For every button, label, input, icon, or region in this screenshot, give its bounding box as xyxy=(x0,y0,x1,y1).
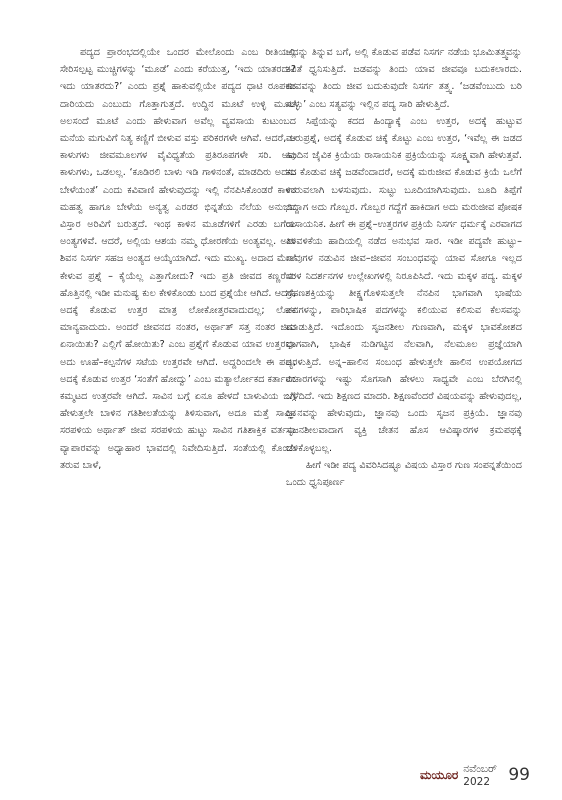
paragraph: ಅದನ್ನು ತಿನ್ನುವ ಬಗೆ, ಅಲ್ಲಿ ಕೊಡುವ ಪಡೆವ ನಿಸರ್ಗ ನಡೆಯ ಭೂಮಿತತ್ತ್ವವನ್ನು ಕವಿತೆ ಧ್ವನಿಸುತ್ತಿದೆ. ಜಡವನ್ನು ತಿಂದು ಯಾವ ಜೀವವೂ ಬದುಕಲಾರದು. ಜೀವವನ್ನು ತಿಂದು ಜೀವ ಬದುಕುವುದೇ ನಿಸರ್ಗ ತತ್ತ್ವ. ‘ಜಡವೆಂಬುದು ಬರಿ ಸುಳ್ಳು’ ಎಂಬ ಸತ್ಯವನ್ನು ಇಲ್ಲಿನ ಪದ್ಯ ಸಾರಿ ಹೇಳುತ್ತಿದೆ. xyxy=(286,47,522,110)
issue-date: ನವೆಂಬರ್ 2022 xyxy=(463,762,497,788)
left-column xyxy=(60,44,296,474)
paragraph: ಹೀಗೆ ಇಡೀ ಪದ್ಯ ವಿವರಿಸಿದಷ್ಟೂ ವಿಷಯ ವಿಸ್ತಾರ ಗುಣ ಸಂಪನ್ನತೆಯಿಂದ ಒಂದು ಧ್ವನಿಪೂರ್ಣ xyxy=(286,459,522,489)
page-footer xyxy=(420,760,530,790)
page-number: 99 xyxy=(508,765,530,785)
paragraph: ಸಿಪ್ಪೆಯನ್ನು ಕದದ ಹಿಂದ್ಯಾಕ್ಕೆ ಎಂಬ ಉತ್ತರ, ಅದಕ್ಕೆ ಹುಟ್ಟುವ ಮರುಪ್ರಶ್ನೆ, ಅದಕ್ಕೆ ಕೊಡುವ ಚಿಕ್ಕೆ ಕೊಟ್ಟು ಎಂಬ ಉತ್ತರ, ‘ಇವೆಲ್ಲ ಈ ಜಡದ ಹಿಂದಿನ ಜೈವಿಕ ಕ್ರಿಯೆಯ ರಾಸಾಯನಿಕ ಪ್ರಕ್ರಿಯೆಯನ್ನು ಸೂಕ್ಷ್ಮವಾಗಿ ಹೇಳುತ್ತವೆ. ಕದ ಕೊಡುವ ಚಿಕ್ಕೆ ಜಡವೆಂದಾದರೆ, ಅದಕ್ಕೆ ಮರುಜೀವ ಕೊಡುವ ಕ್ರಿಯೆ ಒಲೆಗೆ ಉರುವಲಾಗಿ ಬಳಸುವುದು. ಸುಟ್ಟು ಬೂದಿಯಾಗಿಸುವುದು. ಬೂದಿ ತಿಪ್ಪೆಗೆ ಬಿದ್ದಾಗ ಅದು ಗೊಬ್ಬರ. ಗೊಬ್ಬರ ಗದ್ದೆಗೆ ಹಾಕಿದಾಗ ಅದು ಮರುಜೀವ ಪೋಷಕ ರಾಸಾಯನಿಕ. ಹೀಗೆ ಈ ಪ್ರಶ್ನೆ–ಉತ್ತರಗಳ ಪ್ರಕ್ರಿಯೆ ನಿಸರ್ಗ ಧರ್ಮಕ್ಕೆ ಎರವಾಗದ ತಿಳಿವಳಿಕೆಯ ಹಾದಿಯಲ್ಲಿ ನಡೆದ ಅನುಭವ ಸಾರ. ಇಡೀ ಪದ್ಯವೇ ಹುಟ್ಟು–ಸಾವುಗಳ ನಡುವಿನ ಜೀವ–ಜೀವನ ಸಂಬಂಧವನ್ನು ಯಾವ ಸೋಗೂ ಇಲ್ಲದ ಸರಳ ನಿದರ್ಶನಗಳ ಉಲ್ಲೇಖಗಳಲ್ಲಿ ನಿರೂಪಿಸಿದೆ. ಇದು ಮಕ್ಕಳ ಪದ್ಯ. ಮಕ್ಕಳ ಗ್ರಹಣಶಕ್ತಿಯನ್ನು ತೀಕ್ಷ್ಣಗೊಳಿಸುತ್ತಲೇ ನೆನಪಿನ ಭಾಗವಾಗಿ ಭಾಷೆಯ ಪದಗಳನ್ನು, ಪಾರಿಭಾಷಿಕ ಪದಗಳನ್ನು ಕಲಿಯುವ ಕಲಿಸುವ ಕೆಲಸವನ್ನು ಮಾಡುತ್ತಿದೆ. ಇದೊಂದು ಸೃಜನಶೀಲ ಗುಣವಾಗಿ, ಮಕ್ಕಳ ಭಾವಕೋಶದ ಭಾಗವಾಗಿ, ಭಾಷಿಕ ನುಡಿಗಟ್ಟಿನ ನೆಲವಾಗಿ, ನೆಲಮೂಲ ಪ್ರಜ್ಞೆಯಾಗಿ ಅರಳುತ್ತಿದೆ. ಅನ್ನ–ಹಾಲಿನ ಸಂಬಂಧ ಹೇಳುತ್ತಲೇ ಹಾಲಿನ ಉಪಯೋಗದ ವಿಚಾರಗಳನ್ನು ಇಷ್ಟು ಸೊಗಸಾಗಿ ಹೇಳಲು ಸಾಧ್ಯವೇ ಎಂಬ ಬೆರಗಿನಲ್ಲಿ ಬೆಳೆದಿದೆ. ಇದು ಶಿಕ್ಷಣದ ಮಾದರಿ. ಶಿಕ್ಷಣವೆಂದರೆ ವಿಷಯವನ್ನು ಹೇಳುವುದಲ್ಲ, ಜ್ಞಾನವನ್ನು ಹೇಳುವುದು, ಜ್ಞಾನವು ಒಂದು ಸೃಜನ ಪ್ರಕ್ರಿಯೆ. ಜ್ಞಾನವು ಸೃಜನಶೀಲವಾದಾಗ ವ್ಯಕ್ತಿ ಚೇತನ ಹೊಸ ಆವಿಷ್ಕಾರಗಳ ಕ್ರಮಪಥಕ್ಕೆ ಬೆಳಿಕೊಳ್ಳಬಲ್ಲ. xyxy=(286,115,522,454)
paragraph: ಪದ್ಯದ ಪ್ರಾರಂಭದಲ್ಲಿಯೇ ಒಂದರ ಮೇಲೊಂದು ಎಂಬ ರೀತಿಯಲ್ಲಿ ಸೇರಿಸಲ್ಪಟ್ಟ ಮುಚ್ಚಿಗಳನ್ನು ‘ಮೂಡೆ’ ಎಂದು ಕರೆಯುತ್ತ, ‘ಇದು ಯಾತರದು? ಇದು ಯಾತರದು?’ ಎಂದು ಪ್ರಶ್ನೆ ಹಾಕುವಲ್ಲಿಯೇ ಪದ್ಯದ ಧಾಟಿ ರೂಪಕದ ದಾರಿಯದು ಎಂಬುದು ಗೊತ್ತಾಗುತ್ತದೆ. ಉದ್ದಿನ ಮೂಟೆ ಉಳ್ಳಿ ಮೂಟೆ ಅಲಸಂದೆ ಮೂಟೆ ಎಂದು ಹೇಳುವಾಗ ಅವೆಲ್ಲ ವ್ಯವಸಾಯ ಕುಟುಂಬದ ಮನೆಯ ಮಗುವಿಗೆ ನಿತ್ಯ ಕಣ್ಣಿಗೆ ಬೀಳುವ ವಸ್ತು ಪರಿಕರಗಳೇ ಆಗಿವೆ. ಆದರೆ, ಆ ಕಾಳುಗಳು ಜೀವಮೂಲಗಳ ವೈವಿಧ್ಯತೆಯ ಪ್ರತಿರೂಪಗಳೇ ಸರಿ. ಅವು ಕಾಳುಗಳು, ಒಡಲಲ್ಲ. ‘ಕೂಡಿರಲಿ ಬಾಳು ಇಡಿ ಗಾಳಿನಂತೆ, ಮಾಡದಿರು ಅದನು ಬೇಳೆಯಂತೆ’ ಎಂದು ಕವಿವಾಣಿ ಹೇಳುವುದನ್ನು ಇಲ್ಲಿ ನೆನಪಿಸಿಕೊಂಡರೆ ಕಾಳಿನ ಮಹತ್ವ ಹಾಗೂ ಬೇಳೆಯ ಅನ್ಯತ್ವ ಎರಡರ ಭಿನ್ನತೆಯ ನೆಲೆಯ ಅನುಭವ ವಿಸ್ತಾರ ಅರಿವಿಗೆ ಬರುತ್ತದೆ. ಇಂಥ ಕಾಳಿನ ಮೂಡೆಗಳಿಗೆ ಎರಡು ಬಗೆಯ ಅಂತ್ಯಗಳಿವೆ. ಆದರೆ, ಅಲ್ಲಿಯ ಆಶಯ ನಮ್ಮ ಧೋರಣೆಯ ಅಂತ್ಯವಲ್ಲ. ಅದು ಶಿವನ ನಿಸರ್ಗ ಸಹಜ ಅಂತ್ಯದ ಆಯ್ಕೆಯಾಗಿದೆ. ಇದು ಮುಖ್ಯ. ಅದಾದ ಮೇಲೆ ಕೇಳುವ ಪ್ರಶ್ನೆ – ಕೈಯೆಲ್ಲ ಎತ್ತಾಗೋದು? ಇದು ಪ್ರತಿ ಜೀವದ ಕಣ್ಣರೆಯ ಹೊತ್ತಿನಲ್ಲಿ ಇಡೀ ಮನುಷ್ಯ ಕುಲ ಕೇಳಿಕೊಂಡು ಬಂದ ಪ್ರಶ್ನೆಯೇ ಆಗಿದೆ. ಆದರೆ, ಅದಕ್ಕೆ ಕೊಡುವ ಉತ್ತರ ಮಾತ್ರ ಲೋಕೋತ್ತರವಾದುದಲ್ಲ; ಲೋಕ ಮಾನ್ಯವಾದುದು. ಅಂದರೆ ಜೀವನದ ನಂತರ, ಅರ್ಥಾತ್ ಸತ್ತ ನಂತರ ಜೀವ ಏನಾಯಿತು? ಎಲ್ಲಿಗೆ ಹೋಯಿತು? ಎಂಬ ಪ್ರಶ್ನೆಗೆ ಕೊಡುವ ಯಾವ ಉತ್ತರವೂ ಅದು ಊಹೆ–ಕಲ್ಪನೆಗಳ ಸಟೆಯ ಉತ್ತರವೇ ಆಗಿದೆ. ಅದ್ದರಿಂದಲೇ ಈ ಪದ್ಯ, ಅದಕ್ಕೆ ಕೊಡುವ ಉತ್ತರ ‘ಸಂತೆಗೆ ಹೋದ್ವು’ ಎಂಬ ಮತ್ಯಾರ್ಲೋಕದ ಕರ್ತಾರನ ಕಮ್ಮಟದ ಉತ್ತರವೇ ಆಗಿದೆ. ಸಾವಿನ ಬಗ್ಗೆ ಏನೂ ಹೇಳದೆ ಬಾಳುವಿಯ ಬಗ್ಗೆ ಹೇಳುತ್ತಲೇ ಬಾಳಿನ ಗತಿಶೀಲತೆಯನ್ನು ತಿಳಿಸುವಾಗ, ಅದೂ ಮತ್ತೆ ಸಾವಿನ ಸರಪಳಿಯ ಅರ್ಥಾತ್ ಜೀವ ಸರಪಳಿಯ ಹುಟ್ಟು ಸಾವಿನ ಗತಿಶಾಕ್ತಿಕ ವರ್ತನಾ ವ್ಯಾಪಾರವನ್ನು ಅಧ್ಯಾಹಾರ ಭಾವದಲ್ಲಿ ನಿವೇದಿಸುತ್ತಿದೆ. ಸಂತೆಯಲ್ಲಿ ಕೊಂಡು ತರುವ ಬಾಳೆ, xyxy=(60,47,296,471)
right-column xyxy=(286,44,522,491)
magazine-logo: ಮಯೂರ xyxy=(420,767,459,782)
